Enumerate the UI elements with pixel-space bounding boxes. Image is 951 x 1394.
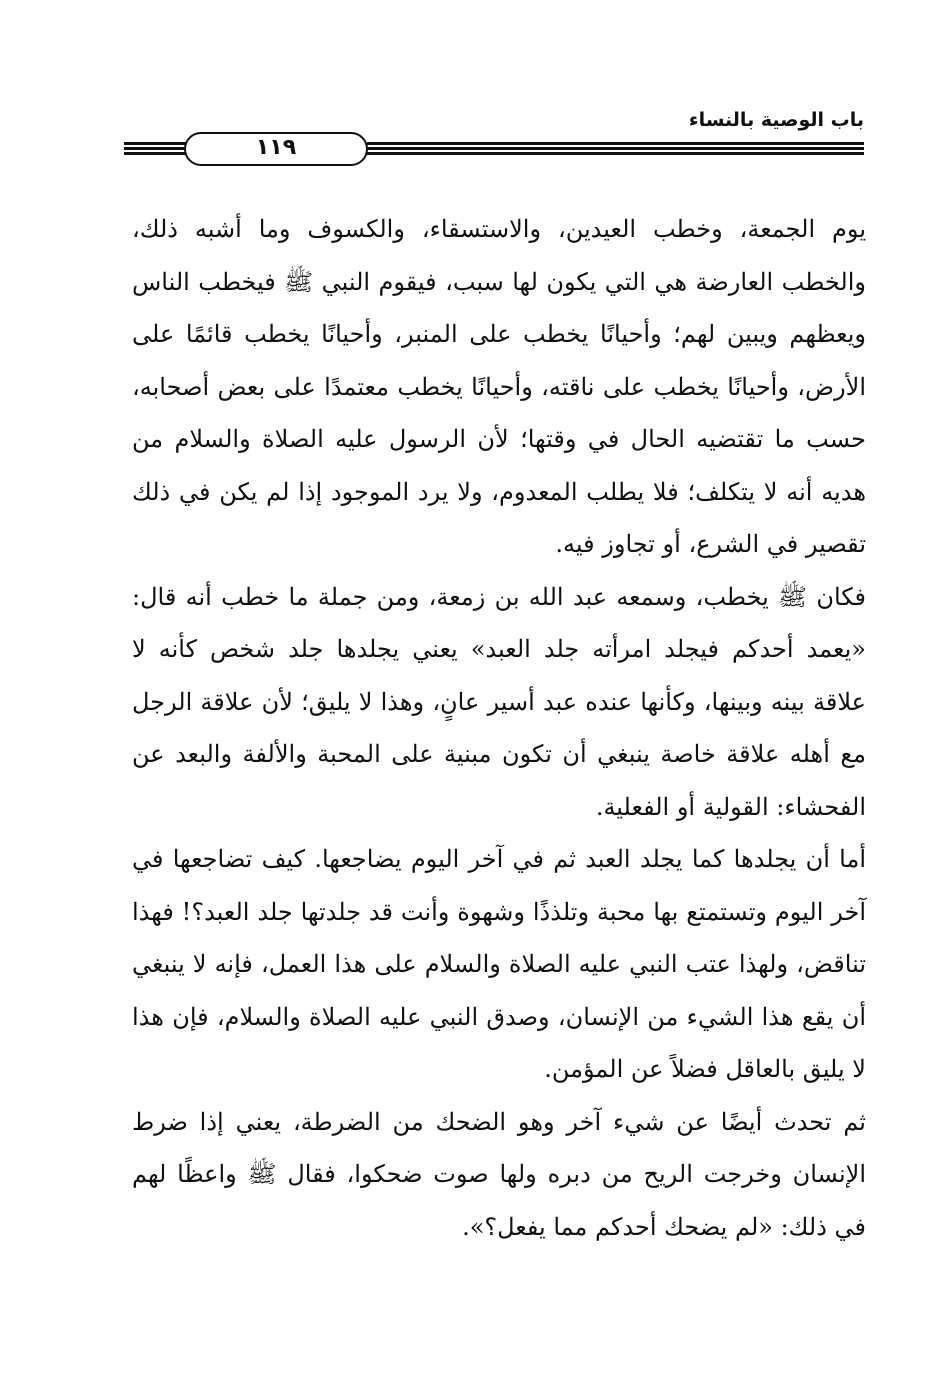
page-number: ١١٩	[255, 135, 297, 160]
chapter-title: باب الوصية بالنساء	[688, 109, 864, 131]
page-number-frame	[184, 132, 368, 166]
paragraph: فكان ﷺ يخطب، وسمعه عبد الله بن زمعة، ومن جملة ما خطب أنه قال: «يعمد أحدكم فيجلد امرأته جلد العبد» يعني يجلدها جلد شخص كأنه لا علاقة بينه وبينها، وكأنها عنده عبد أسير عانٍ، وهذا لا يليق؛ لأن علاقة الرجل مع أهله علاقة خاصة ينبغي أن تكون مبنية على المحبة والألفة والبعد عن الفحشاء: القولية أو الفعلية.	[132, 582, 866, 821]
paragraph: يوم الجمعة، وخطب العيدين، والاستسقاء، والكسوف وما أشبه ذلك، والخطب العارضة هي التي يكون لها سبب، فيقوم النبي ﷺ فيخطب الناس ويعظهم ويبين لهم؛ وأحيانًا يخطب على المنبر، وأحيانًا يخطب قائمًا على الأرض، وأحيانًا يخطب على ناقته، وأحيانًا يخطب معتمدًا على بعض أصحابه، حسب ما تقتضيه الحال في وقتها؛ لأن الرسول عليه الصلاة والسلام من هديه أنه لا يتكلف؛ فلا يطلب المعدوم، ولا يرد الموجود إذا لم يكن في ذلك تقصير في الشرع، أو تجاوز فيه.	[132, 215, 867, 558]
header-rule-left	[124, 142, 188, 155]
paragraph: ثم تحدث أيضًا عن شيء آخر وهو الضحك من الضرطة، يعني إذا ضرط الإنسان وخرجت الريح من دبره ولها صوت ضحكوا، فقال ﷺ واعظًا لهم في ذلك: «لم يضحك أحدكم مما يفعل؟».	[132, 1107, 866, 1241]
header-rule-right	[367, 142, 864, 155]
page-body	[132, 203, 866, 1253]
page-header	[124, 108, 864, 168]
paragraph: أما أن يجلدها كما يجلد العبد ثم في آخر اليوم يضاجعها. كيف تضاجعها في آخر اليوم وتستمتع بها محبة وتلذذًا وشهوة وأنت قد جلدتها جلد العبد؟! فهذا تناقض، ولهذا عتب النبي عليه الصلاة والسلام على هذا العمل، فإنه لا ينبغي أن يقع هذا الشيء من الإنسان، وصدق النبي عليه الصلاة والسلام، فإن هذا لا يليق بالعاقل فضلاً عن المؤمن.	[132, 845, 866, 1083]
